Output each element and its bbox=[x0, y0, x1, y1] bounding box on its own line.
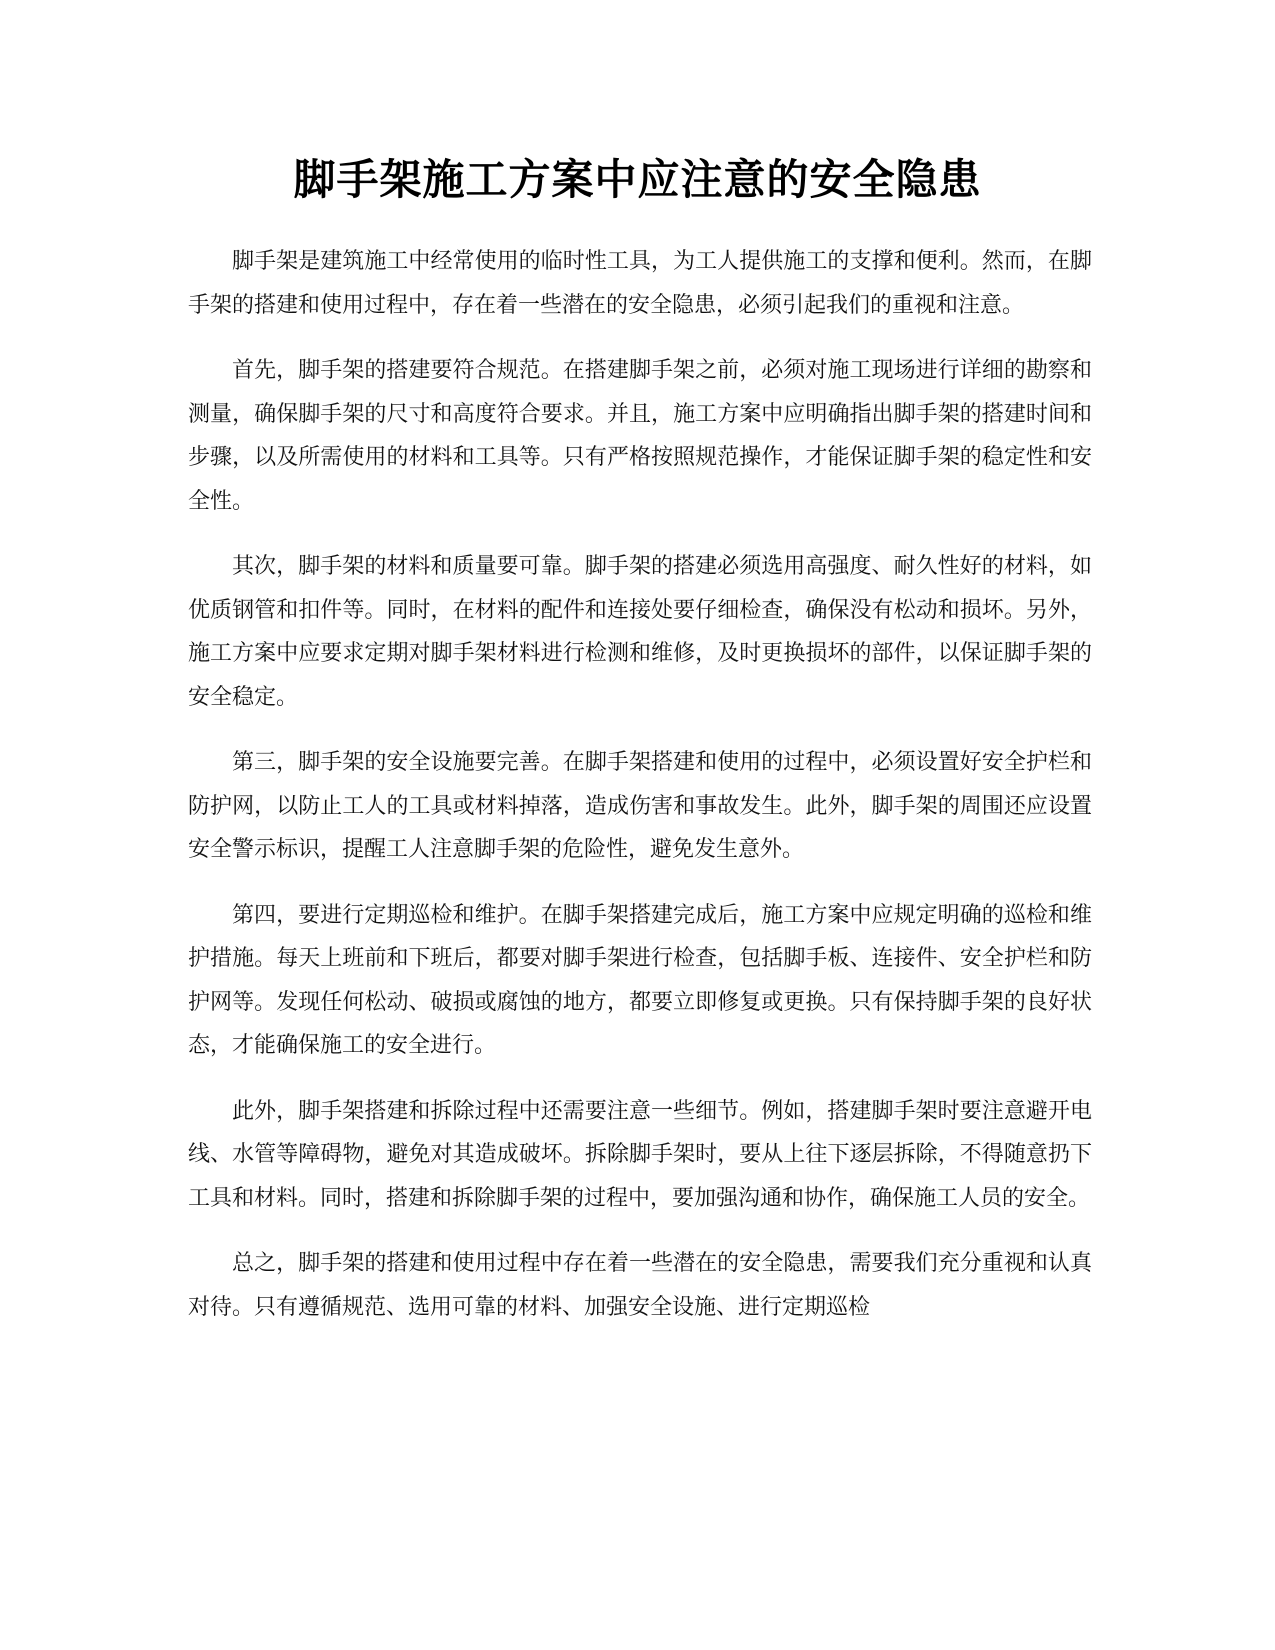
paragraph-third: 第三，脚手架的安全设施要完善。在脚手架搭建和使用的过程中，必须设置好安全护栏和防护网，以防止工人的工具或材料掉落，造成伤害和事故发生。此外，脚手架的周围还应设置安全警示标识，提醒工人注意脚手架的危险性，避免发生意外。 bbox=[188, 750, 1092, 862]
paragraph-second: 其次，脚手架的材料和质量要可靠。脚手架的搭建必须选用高强度、耐久性好的材料，如优质钢管和扣件等。同时，在材料的配件和连接处要仔细检查，确保没有松动和损坏。另外，施工方案中应要求定期对脚手架材料进行检测和维修，及时更换损坏的部件，以保证脚手架的安全稳定。 bbox=[188, 554, 1092, 710]
paragraph-fourth: 第四，要进行定期巡检和维护。在脚手架搭建完成后，施工方案中应规定明确的巡检和维护措施。每天上班前和下班后，都要对脚手架进行检查，包括脚手板、连接件、安全护栏和防护网等。发现任何松动、破损或腐蚀的地方，都要立即修复或更换。只有保持脚手架的良好状态，才能确保施工的安全进行。 bbox=[188, 902, 1092, 1058]
paragraph-additional: 此外，脚手架搭建和拆除过程中还需要注意一些细节。例如，搭建脚手架时要注意避开电线、水管等障碍物，避免对其造成破坏。拆除脚手架时，要从上往下逐层拆除，不得随意扔下工具和材料。同时，搭建和拆除脚手架的过程中，要加强沟通和协作，确保施工人员的安全。 bbox=[188, 1098, 1092, 1211]
paragraph-conclusion: 总之，脚手架的搭建和使用过程中存在着一些潜在的安全隐患，需要我们充分重视和认真对待。只有遵循规范、选用可靠的材料、加强安全设施、进行定期巡检 bbox=[188, 1251, 1092, 1320]
document-body bbox=[188, 240, 1092, 1351]
paragraph-intro: 脚手架是建筑施工中经常使用的临时性工具，为工人提供施工的支撑和便利。然而，在脚手架的搭建和使用过程中，存在着一些潜在的安全隐患，必须引起我们的重视和注意。 bbox=[188, 249, 1092, 318]
document-title: 脚手架施工方案中应注意的安全隐患 bbox=[293, 155, 982, 204]
paragraph-first: 首先，脚手架的搭建要符合规范。在搭建脚手架之前，必须对施工现场进行详细的勘察和测量，确保脚手架的尺寸和高度符合要求。并且，施工方案中应明确指出脚手架的搭建时间和步骤，以及所需使用的材料和工具等。只有严格按照规范操作，才能保证脚手架的稳定性和安全性。 bbox=[188, 358, 1092, 514]
